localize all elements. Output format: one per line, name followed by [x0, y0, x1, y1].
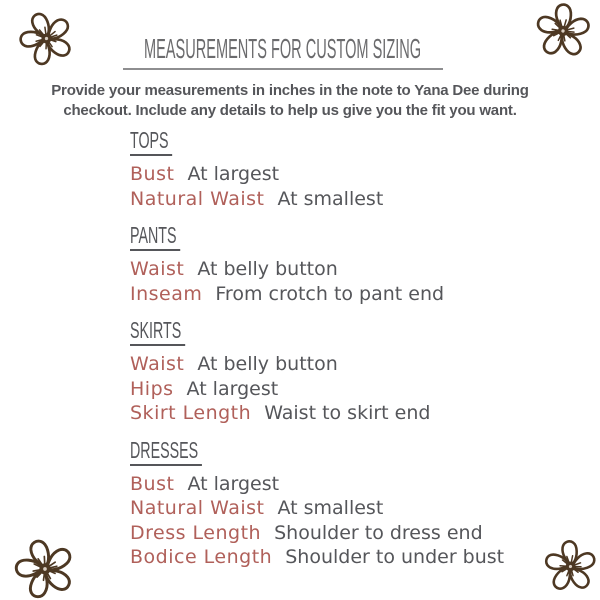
measurement-label: Bust: [130, 163, 175, 185]
measurement-description: Shoulder to dress end: [274, 521, 483, 544]
measurement-description: At belly button: [197, 353, 338, 375]
measurement-row: [130, 282, 580, 307]
measurement-description: From crotch to pant end: [215, 282, 445, 305]
measurement-row: [130, 401, 580, 426]
measurement-description: At largest: [187, 472, 280, 495]
measurement-row: [130, 352, 580, 377]
measurement-description: Shoulder to under bust: [285, 546, 505, 568]
section-dresses: [130, 436, 580, 570]
measurement-description: At largest: [187, 163, 280, 185]
section-heading: DRESSES: [130, 440, 202, 466]
flower-icon-bottom-left: [8, 532, 82, 600]
measurement-row: [130, 162, 580, 187]
section-heading: TOPS: [130, 130, 172, 156]
section-heading: PANTS: [130, 225, 180, 251]
measurement-description: At smallest: [277, 187, 384, 210]
subtitle-line-1: Provide your measurements in inches in the note to Yana Dee during: [51, 82, 529, 99]
measurement-row: [130, 257, 580, 282]
measurement-row: [130, 496, 580, 521]
subtitle-line-2: checkout. Include any details to help us give you the fit you want.: [63, 102, 517, 119]
subtitle: [0, 81, 590, 121]
section-tops: [130, 127, 580, 211]
measurement-label: Hips: [130, 377, 174, 400]
section-heading: SKIRTS: [130, 320, 185, 346]
measurement-label: Natural Waist: [130, 497, 265, 519]
measurement-label: Bodice Length: [130, 546, 273, 568]
measurement-label: Bust: [130, 472, 175, 495]
measurement-row: [130, 472, 580, 497]
measurement-row: [130, 545, 580, 570]
section-pants: [130, 222, 580, 306]
measurement-row: [130, 187, 580, 212]
title-block: [0, 34, 583, 70]
measurement-row: [130, 377, 580, 402]
measurement-label: Dress Length: [130, 521, 262, 544]
measurement-label: Skirt Length: [130, 402, 252, 424]
measurement-description: Waist to skirt end: [264, 402, 431, 424]
measurement-label: Inseam: [130, 282, 203, 305]
measurement-label: Waist: [130, 258, 185, 280]
measurement-description: At belly button: [197, 258, 338, 280]
measurement-description: At smallest: [277, 497, 384, 519]
measurement-description: At largest: [186, 377, 279, 400]
measurement-label: Natural Waist: [130, 187, 265, 210]
sections-list: [130, 127, 580, 584]
measurement-label: Waist: [130, 353, 185, 375]
measurement-row: [130, 521, 580, 546]
page-title: MEASUREMENTS FOR CUSTOM SIZING: [144, 33, 422, 64]
section-skirts: [130, 317, 580, 426]
title-underline: [123, 68, 443, 70]
